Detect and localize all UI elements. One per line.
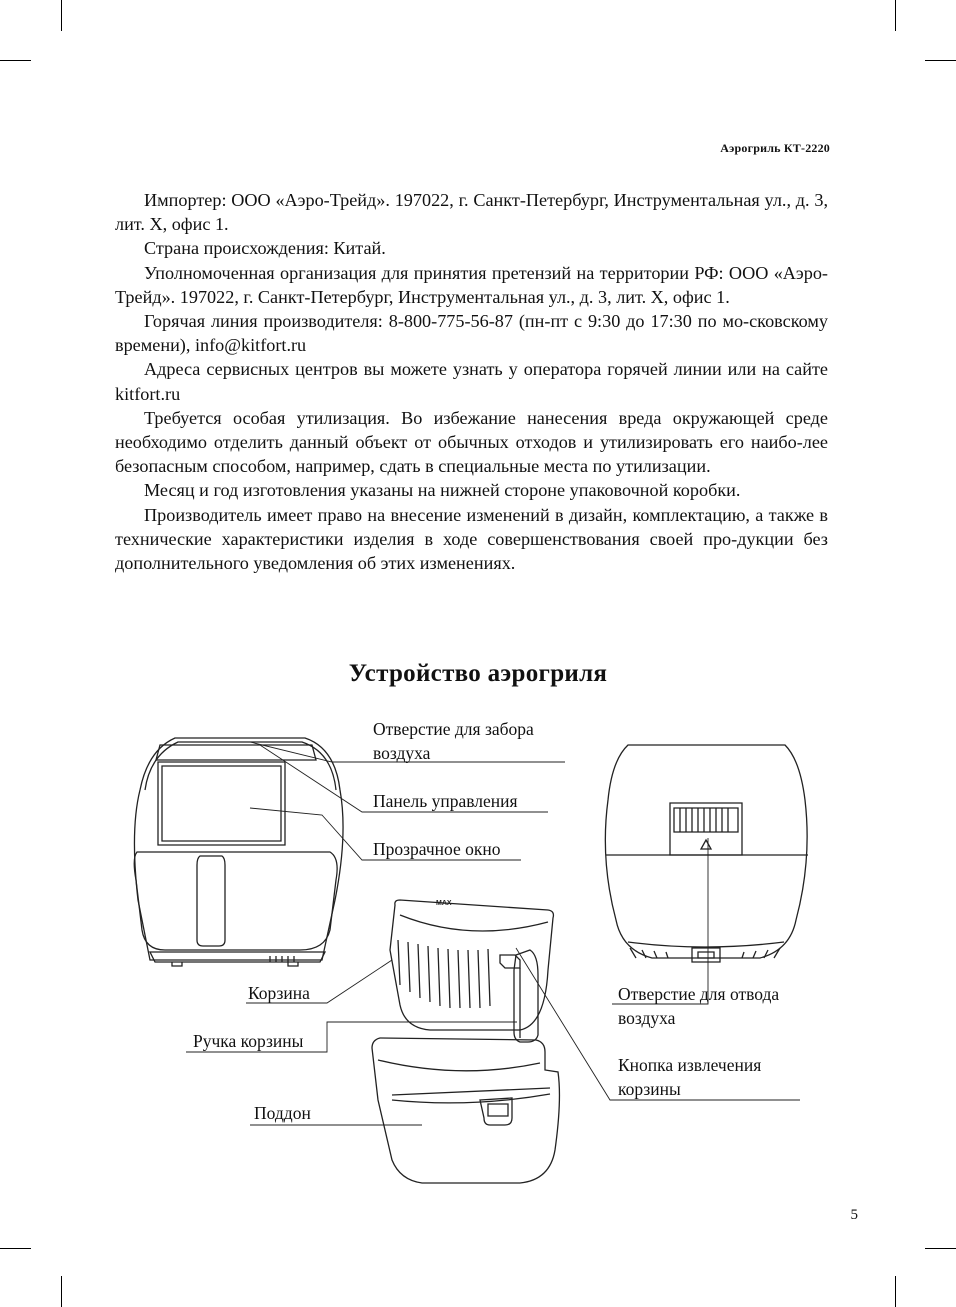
label-basket-handle: Ручка корзины bbox=[193, 1031, 304, 1051]
label-release-line2: корзины bbox=[618, 1079, 681, 1099]
back-view-illustration bbox=[605, 745, 808, 962]
label-tray: Поддон bbox=[254, 1103, 311, 1123]
paragraph-origin: Страна происхождения: Китай. bbox=[144, 238, 386, 259]
front-view-illustration bbox=[134, 738, 343, 966]
label-air-outlet-line2: воздуха bbox=[618, 1008, 676, 1028]
tray-illustration bbox=[372, 1038, 559, 1183]
label-window: Прозрачное окно bbox=[373, 839, 501, 859]
basket-illustration bbox=[390, 900, 553, 1042]
diagram-title: Устройство аэрогриля bbox=[348, 660, 608, 687]
label-control-panel: Панель управления bbox=[373, 791, 518, 811]
paragraph-disposal: Требуется особая утилизация. Во избежание нанесения вреда окружающей среде необходимо отделить данный объект от обычных отходов и утилизировать его наибо-лее безопасным способом, например, сдать в специальные места по утилизации. bbox=[115, 407, 828, 477]
paragraph-manufacture-date: Месяц и год изготовления указаны на нижней стороне упаковочной коробки. bbox=[144, 480, 741, 501]
paragraph-changes: Производитель имеет право на внесение изменений в дизайн, комплектацию, а также в технические характеристики изделия в ходе совершенствования своей про-дукции без дополнительного уведомления об этих изменениях. bbox=[115, 504, 828, 574]
paragraph-importer: Импортер: ООО «Аэро-Трейд». 197022, г. Санкт-Петербург, Инструментальная ул., д. 3, лит. Х, офис 1. bbox=[115, 190, 828, 235]
label-air-outlet bbox=[618, 982, 779, 1030]
label-air-intake bbox=[373, 717, 534, 765]
page-number: 5 bbox=[850, 1207, 858, 1223]
paragraph-hotline: Горячая линия производителя: 8-800-775-56-87 (пн-пт с 9:30 до 17:30 по мо-сковскому времени), info@kitfort.ru bbox=[115, 311, 828, 356]
label-air-intake-line1: Отверстие для забора bbox=[373, 719, 534, 739]
label-release-line1: Кнопка извлечения bbox=[618, 1055, 762, 1075]
running-header: Аэрогриль КТ-2220 bbox=[720, 141, 830, 155]
paragraph-claims: Уполномоченная организация для принятия претензий на территории РФ: ООО «Аэро-Трейд». 197022, г. Санкт-Петербург, Инструментальная ул., д. 3, лит. Х, офис 1. bbox=[115, 262, 828, 307]
paragraph-service: Адреса сервисных центров вы можете узнать у оператора горячей линии или на сайте kitfort.ru bbox=[115, 359, 828, 404]
label-basket: Корзина bbox=[248, 983, 310, 1003]
label-air-intake-line2: воздуха bbox=[373, 743, 431, 763]
label-release-button bbox=[618, 1053, 761, 1101]
label-air-outlet-line1: Отверстие для отвода bbox=[618, 984, 780, 1004]
max-mark: MAX bbox=[436, 900, 452, 907]
